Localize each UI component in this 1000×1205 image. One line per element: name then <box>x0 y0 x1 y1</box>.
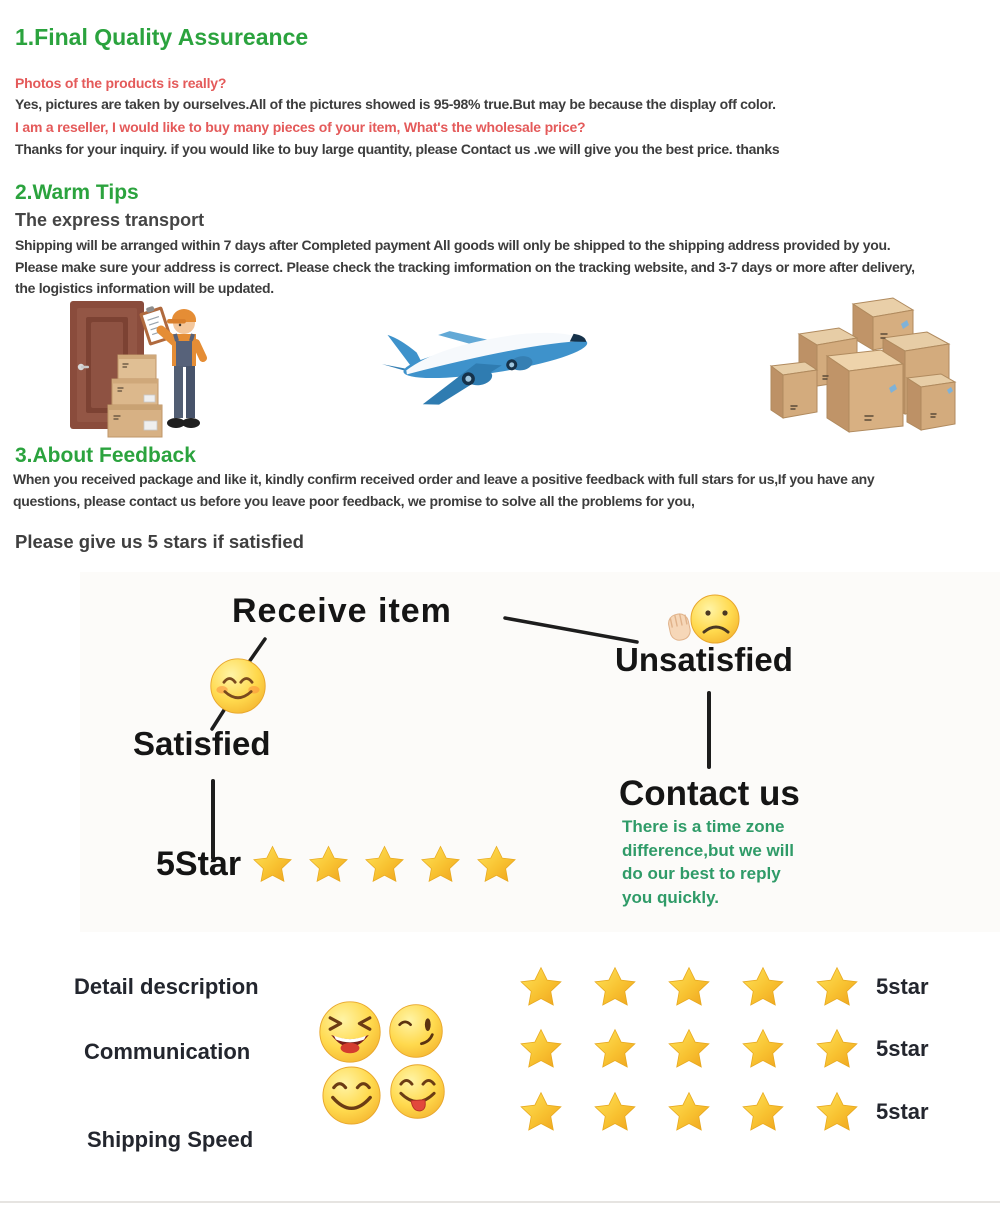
shipping-line-3: the logistics information will be updated. <box>15 280 274 296</box>
star-row-label: 5star <box>876 974 929 999</box>
star-icon <box>518 964 564 1010</box>
grinning-emoji-icon <box>320 1064 383 1127</box>
laughing-emoji-icon <box>317 999 383 1065</box>
star-icon <box>666 1026 712 1072</box>
star-icon <box>475 843 518 886</box>
tongue-out-emoji-icon <box>388 1062 447 1121</box>
section-feedback-heading: 3.About Feedback <box>15 444 196 467</box>
faq-question-1: Photos of the products is really? <box>15 75 227 91</box>
star-rating-communication <box>518 1026 860 1072</box>
star-icon <box>814 1026 860 1072</box>
flow-five-star-result <box>156 843 518 886</box>
star-icon <box>307 843 350 886</box>
faq-answer-2: Thanks for your inquiry. if you would like to buy large quantity, please Contact us .we will give you the best price. thanks <box>15 141 780 157</box>
star-icon <box>740 964 786 1010</box>
star-icon <box>814 964 860 1010</box>
star-row-label: 5star <box>876 1036 929 1061</box>
rating-category-communication: Communication <box>84 1039 251 1064</box>
rating-category-shipping-speed: Shipping Speed <box>87 1127 254 1152</box>
timezone-note-line-1: There is a time zone <box>622 817 785 836</box>
feedback-flowchart <box>80 572 1000 932</box>
flow-5star-label: 5Star <box>156 845 242 883</box>
airplane-illustration <box>380 300 615 405</box>
bottom-divider <box>0 1201 1000 1203</box>
flow-satisfied-label: Satisfied <box>133 725 271 762</box>
star-icon <box>592 1026 638 1072</box>
timezone-note-line-4: you quickly. <box>622 887 719 907</box>
star-rating-row <box>518 1089 929 1135</box>
star-icon <box>666 1089 712 1135</box>
star-icon <box>518 1089 564 1135</box>
star-rating-row <box>518 1026 929 1072</box>
shipping-line-2: Please make sure your address is correct. Please check the tracking imformation on the tracking website, and 3-7 days or more after delivery, <box>15 258 915 275</box>
star-icon <box>814 1089 860 1135</box>
package-boxes-illustration <box>765 290 965 435</box>
flow-contact-us-label: Contact us <box>619 774 800 813</box>
timezone-note-line-2: difference,but we will <box>622 840 794 860</box>
winking-emoji-icon <box>387 1002 445 1060</box>
star-rating-shipping-speed <box>518 1089 860 1135</box>
five-stars-cta: Please give us 5 stars if satisfied <box>15 531 304 552</box>
faq-question-2: I am a reseller, I would like to buy many pieces of your item, What's the wholesale price? <box>15 119 586 135</box>
flow-unsatisfied-label: Unsatisfied <box>615 641 793 678</box>
timezone-note <box>622 815 794 909</box>
star-icon <box>592 1089 638 1135</box>
section-quality-heading: 1.Final Quality Assureance <box>15 24 309 50</box>
star-icon <box>666 964 712 1010</box>
satisfied-smiley-icon <box>208 656 268 716</box>
flow-star-rating <box>251 843 518 886</box>
section-warm-tips-heading: 2.Warm Tips <box>15 181 139 204</box>
feedback-line-2: questions, please contact us before you leave poor feedback, we promise to solve all the problems for you, <box>13 492 695 509</box>
star-icon <box>592 964 638 1010</box>
express-transport-subheading: The express transport <box>15 210 205 230</box>
star-rating-row <box>518 964 929 1010</box>
delivery-man-illustration <box>64 297 216 439</box>
star-icon <box>419 843 462 886</box>
star-icon <box>251 843 294 886</box>
rating-category-detail-description: Detail description <box>74 974 259 999</box>
star-row-label: 5star <box>876 1099 929 1124</box>
star-rating-detail-description <box>518 964 860 1010</box>
feedback-paragraph <box>13 469 874 512</box>
flow-receive-item-label: Receive item <box>232 592 452 630</box>
shipping-line-1: Shipping will be arranged within 7 days after Completed payment All goods will only be shipped to the shipping address provided by you. <box>15 237 891 253</box>
star-icon <box>740 1026 786 1072</box>
star-icon <box>518 1026 564 1072</box>
faq-answer-1: Yes, pictures are taken by ourselves.All of the pictures showed is 95-98% true.But may be because the display off color. <box>15 96 776 112</box>
timezone-note-line-3: do our best to reply <box>622 864 781 883</box>
star-icon <box>740 1089 786 1135</box>
feedback-line-1: When you received package and like it, kindly confirm received order and leave a positive feedback with full stars for us,If you have any <box>13 471 875 487</box>
star-icon <box>363 843 406 886</box>
